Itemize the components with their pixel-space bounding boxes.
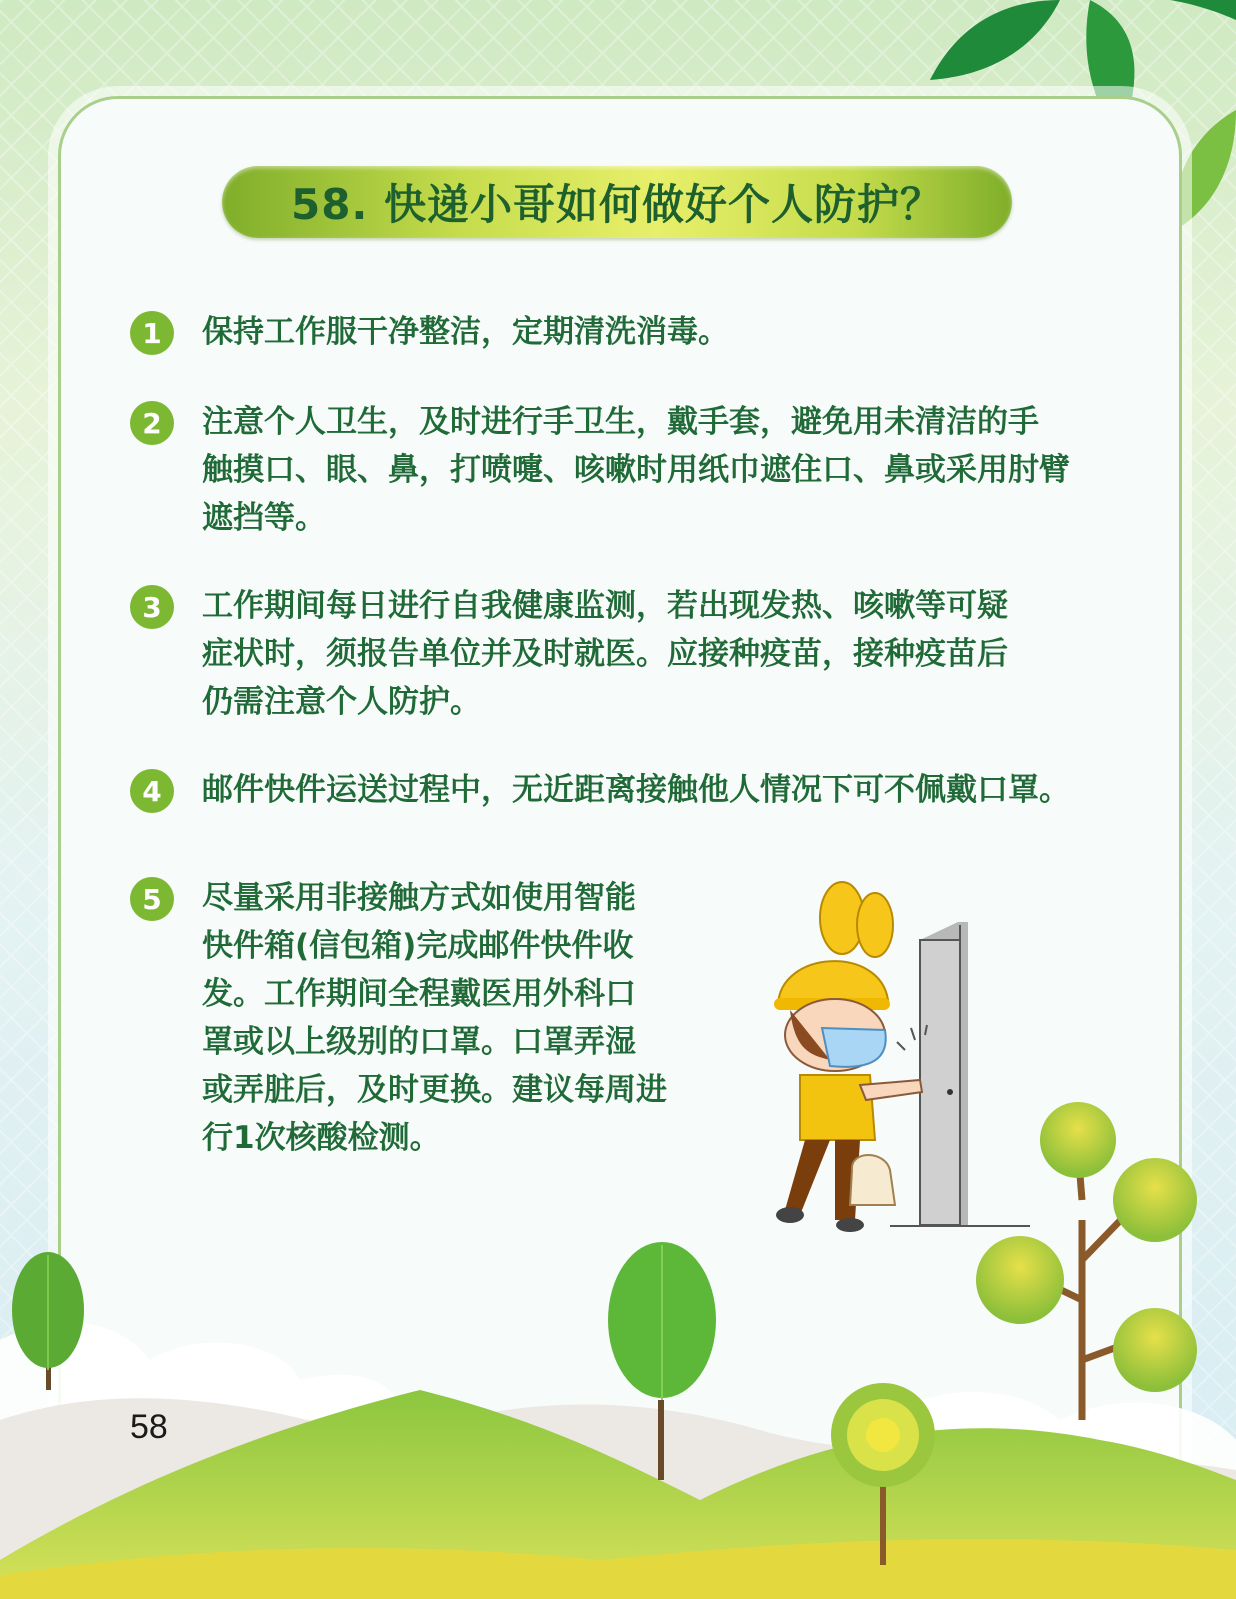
number-badge: 4: [130, 769, 174, 813]
item-text: 注意个人卫生，及时进行手卫生，戴手套，避免用未清洁的手 触摸口、眼、鼻，打喷嚏、咳嗽时用纸巾遮住口、鼻或采用肘臂 遮挡等。: [202, 404, 1070, 536]
item-text: 工作期间每日进行自我健康监测，若出现发热、咳嗽等可疑 症状时，须报告单位并及时就医。应接种疫苗，接种疫苗后 仍需注意个人防护。: [202, 588, 1008, 720]
number-badge: 2: [130, 401, 174, 445]
page-title: 58. 快递小哥如何做好个人防护？: [290, 180, 944, 229]
number-badge: 3: [130, 585, 174, 629]
item-text: 保持工作服干净整洁，定期清洗消毒。: [202, 314, 729, 350]
item-text: 邮件快件运送过程中，无近距离接触他人情况下可不佩戴口罩。: [202, 772, 1070, 808]
item-text: 尽量采用非接触方式如使用智能 快件箱(信包箱)完成邮件快件收 发。工作期间全程戴医用外科口 罩或以上级别的口罩。口罩弄湿 或弄脏后，及时更换。建议每周进 行1次核酸检测。: [202, 880, 667, 1156]
page-number: 58: [130, 1408, 168, 1446]
number-badge: 1: [130, 311, 174, 355]
number-badge: 5: [130, 877, 174, 921]
